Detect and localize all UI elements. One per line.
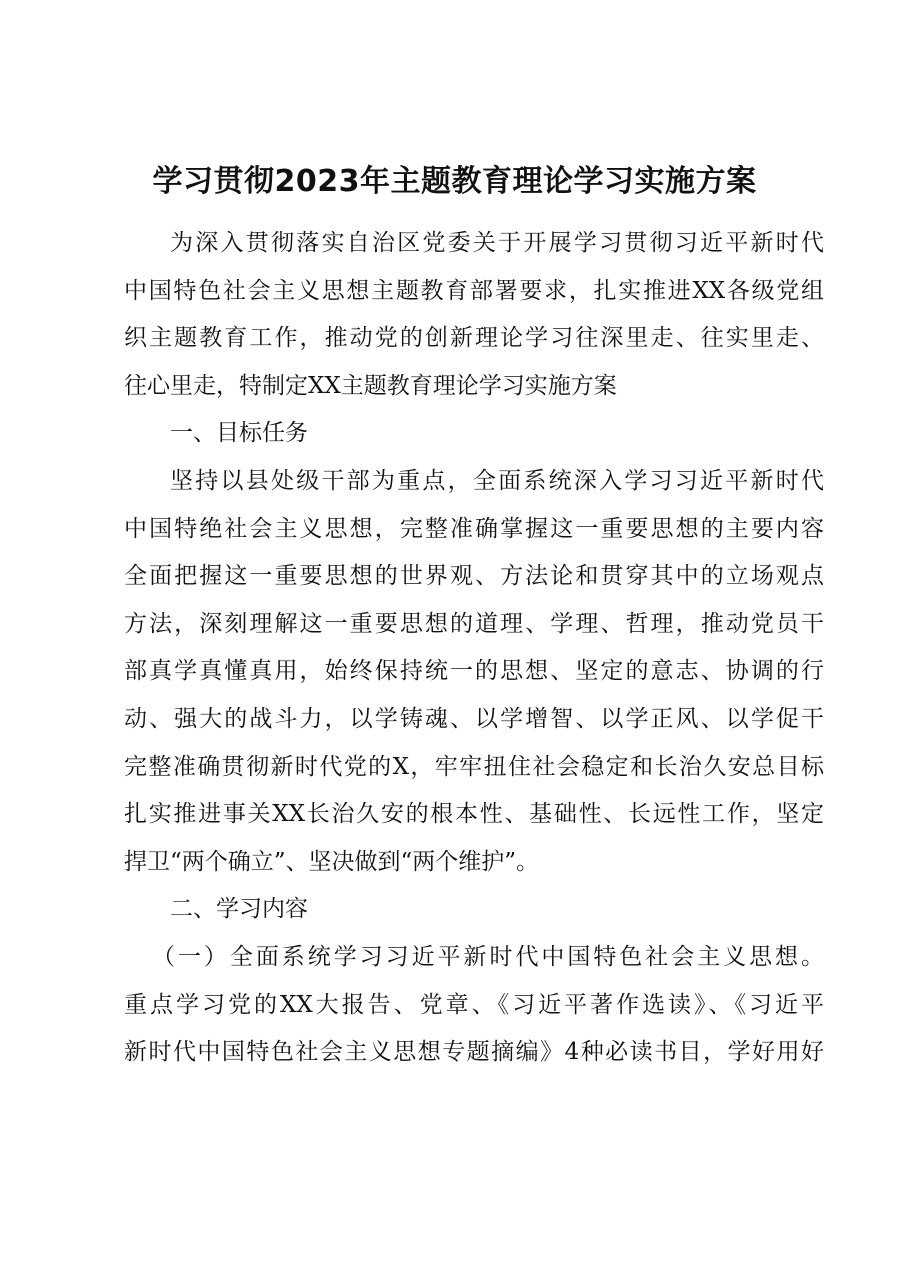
paragraph-line: 部真学真懂真用，始终保持统一的思想、坚定的意志、协调的行 — [124, 658, 824, 685]
paragraph-line: （一）全面系统学习习近平新时代中国特色社会主义思想。 — [152, 943, 824, 970]
paragraph-line: 扎实推进事关XX长治久安的根本性、基础性、长远性工作，坚定 — [124, 801, 824, 828]
paragraph-line: 新时代中国特色社会主义思想专题摘编》4种必读书目，学好用好 — [124, 1039, 824, 1066]
paragraph-line: 动、强大的战斗力，以学铸魂、以学增智、以学正风、以学促干 — [124, 705, 824, 732]
document-body — [124, 220, 824, 1077]
paragraph-line: 捍卫“两个确立”、坚决做到“两个维护”。 — [124, 848, 540, 875]
paragraph-line: 中国特色社会主义思想主题教育部署要求，扎实推进XX各级党组 — [124, 277, 824, 304]
paragraph-line: 重点学习党的XX大报告、党章、《习近平著作选读》、《习近平 — [124, 991, 824, 1018]
paragraph-line: 为深入贯彻落实自治区党委关于开展学习贯彻习近平新时代 — [170, 230, 824, 256]
paragraph-line: 中国特绝社会主义思想，完整准确掌握这一重要思想的主要内容 — [124, 515, 824, 542]
paragraph-line: 往心里走，特制定XX主题教育理论学习实施方案 — [124, 372, 617, 399]
paragraph-line: 完整准确贯彻新时代党的X，牢牢扭住社会稳定和长治久安总目标 — [124, 753, 824, 780]
paragraph-line: 方法，深刻理解这一重要思想的道理、学理、哲理，推动党员干 — [124, 610, 824, 637]
document-title: 学习贯彻2023年主题教育理论学习实施方案 — [152, 164, 757, 199]
paragraph-line: 织主题教育工作，推动党的创新理论学习往深里走、往实里走、 — [124, 325, 824, 352]
paragraph-line: 坚持以县处级干部为重点，全面系统深入学习习近平新时代 — [170, 467, 824, 494]
paragraph-line: 全面把握这一重要思想的世界观、方法论和贯穿其中的立场观点 — [124, 563, 824, 590]
section-heading: 二、学习内容 — [170, 896, 308, 923]
section-heading: 一、目标任务 — [170, 420, 308, 447]
